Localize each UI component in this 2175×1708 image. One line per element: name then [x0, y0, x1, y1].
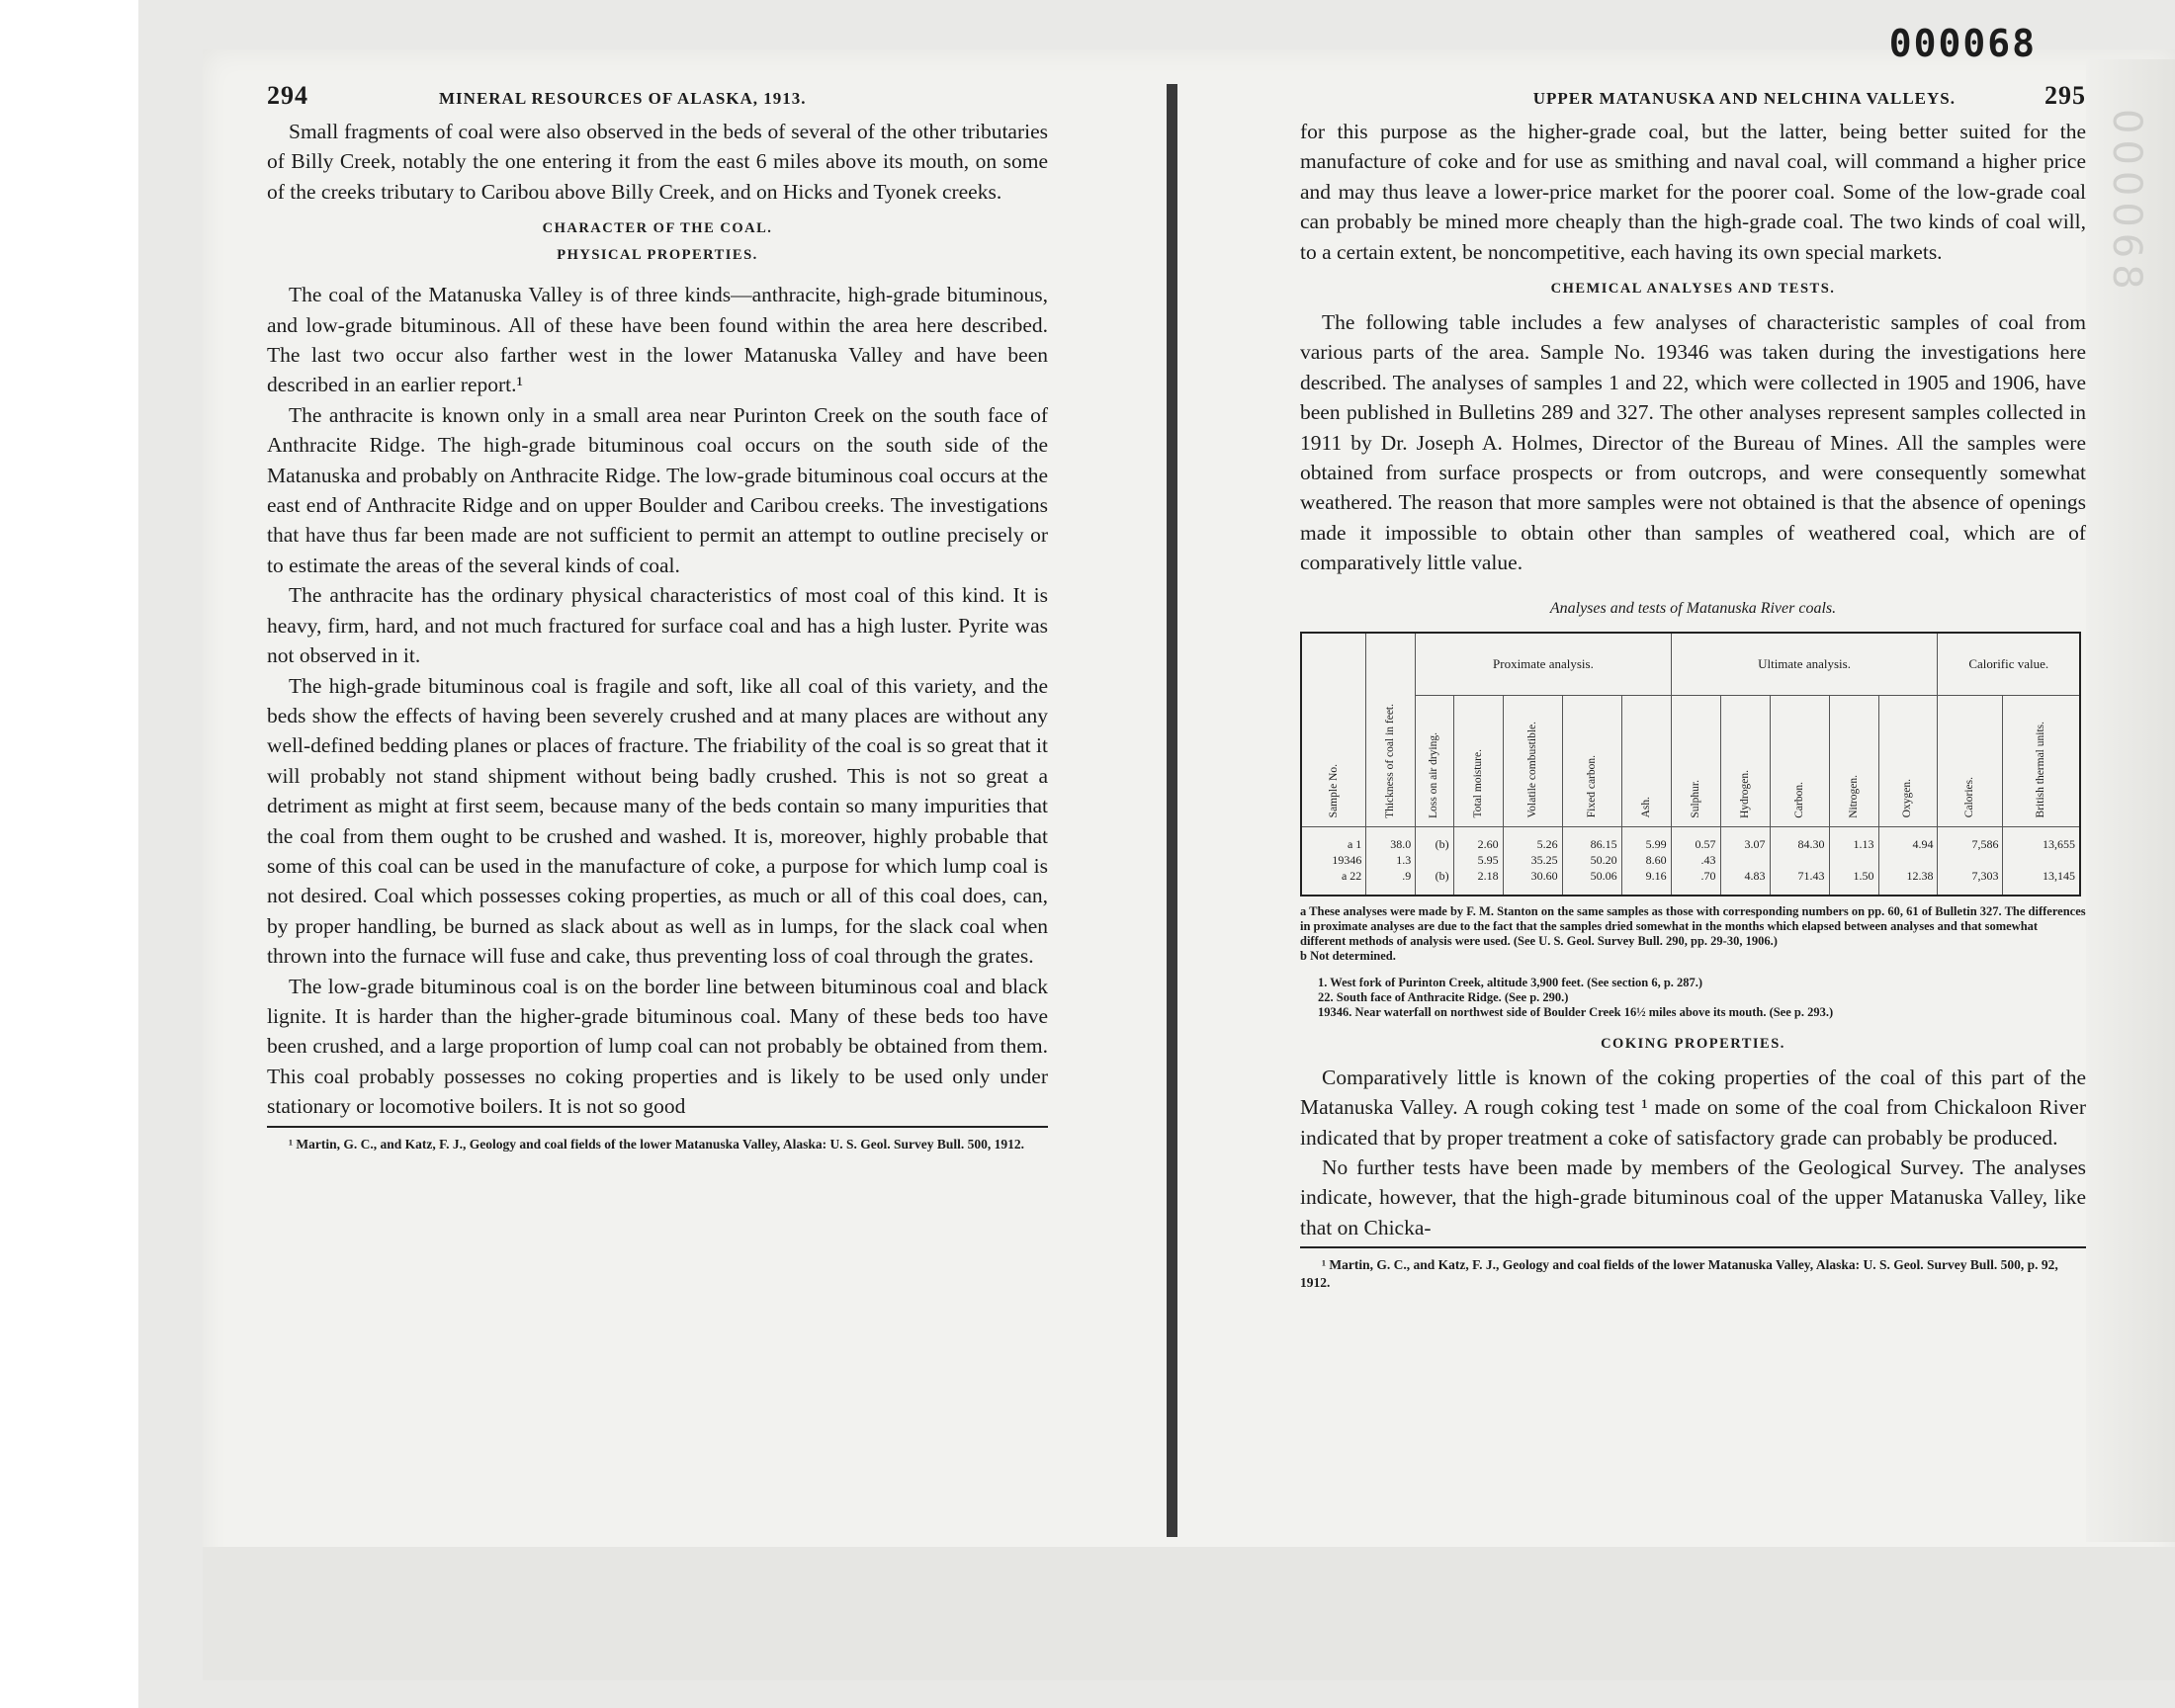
cell-sulphur: .70 [1671, 869, 1720, 896]
table-note-b: b Not determined. [1300, 948, 1396, 963]
col-header-sample: Sample No. [1301, 633, 1366, 827]
page-number: 294 [267, 81, 308, 110]
cell-nitrogen: 1.13 [1829, 826, 1878, 853]
right-page [1300, 22, 2086, 1532]
cell-thickness: 1.3 [1366, 853, 1416, 869]
cell-moisture: 5.95 [1453, 853, 1503, 869]
paragraph-anthracite-area: The anthracite is known only in a small area near Purinton Creek on the south face of Anthracite Ridge. The high-grade bituminous coal occurs on the south side of the Matanuska and probably on Anthracite Ridge. The low-grade bituminous coal occurs at the east end of Anthracite Ridge and on upper Boulder and Caribou creeks. The investigations that have thus far been made are not sufficient to permit an attempt to outline precisely or to estimate the areas of the several kinds of coal. [267, 402, 1048, 577]
cell-moisture: 2.18 [1453, 869, 1503, 896]
scanner-shadow [203, 1547, 2175, 1680]
col-header-loss: Loss on air drying. [1416, 695, 1453, 826]
section-heading-chemical: CHEMICAL ANALYSES AND TESTS. [1550, 281, 1836, 298]
col-header-volatile: Volatile combustible. [1503, 695, 1562, 826]
sample-location-22: 22. South face of Anthracite Ridge. (See p. 290.) [1318, 989, 1569, 1004]
paragraph-coking: Comparatively little is known of the coking properties of the coal of this part of the Matanuska Valley. A rough coking test ¹ made on some of the coal from Chickaloon River indicated that by proper treatment a coke of satisfactory grade can probably be produced. [1300, 1065, 2086, 1150]
paragraph-low-grade-bituminous: The low-grade bituminous coal is on the border line between bituminous coal and black lignite. It is harder than the higher-grade bituminous coal. Many of these beds too have been crushed, and a large proportion of lump coal can not probably be obtained from them. This coal probably possesses no coking properties and is likely to be used only under stationary or locomotive boilers. It is not so good [267, 974, 1048, 1119]
cell-btu [2003, 853, 2080, 869]
coal-analyses-table [1300, 632, 2081, 897]
cell-hydrogen [1720, 853, 1770, 869]
book-gutter [1167, 84, 1177, 1537]
paragraph-coal-kinds: The coal of the Matanuska Valley is of three kinds—anthracite, high-grade bituminous, and low-grade bituminous. All of these have been found within the area here described. The last two occur also farther west in the lower Matanuska Valley and have been described in an earlier report.¹ [267, 283, 1048, 397]
cell-moisture: 2.60 [1453, 826, 1503, 853]
paragraph-continued: for this purpose as the higher-grade coal, but the latter, being better suited for the manufacture of coke and for use as smithing and naval coal, will command a higher price and may thus leave a lower-price market for the poorer coal. Some of the low-grade coal can probably be mined more cheaply than the high-grade coal. The two kinds of coal will, to a certain extent, be noncompetitive, each having its own special markets. [1300, 120, 2086, 264]
cell-nitrogen: 1.50 [1829, 869, 1878, 896]
cell-calories: 7,303 [1938, 869, 2003, 896]
paragraph-table-intro: The following table includes a few analyses of characteristic samples of coal from various parts of the area. Sample No. 19346 was taken during the investigations here described. The analyses of samples 1 and 22, which were collected in 1905 and 1906, have been published in Bulletins 289 and 327. The other analyses represent samples collected in 1911 by Dr. Joseph A. Holmes, Director of the Bureau of Mines. All the samples were obtained from surface prospects or from outcrops, and were consequently somewhat weathered. The reason that more samples were not obtained is that the absence of openings made it impossible to obtain other than samples of weathered coal, which are of comparatively little value. [1300, 310, 2086, 575]
sample-locations [1300, 976, 2086, 1020]
sample-location-19346: 19346. Near waterfall on northwest side of Boulder Creek 16½ miles above its mouth. (See p. 293.) [1318, 1004, 1834, 1019]
group-header-calorific: Calorific value. [1938, 633, 2080, 696]
cell-hydrogen: 3.07 [1720, 826, 1770, 853]
cell-loss: (b) [1416, 869, 1453, 896]
col-header-moisture: Total moisture. [1453, 695, 1503, 826]
footnote: ¹ Martin, G. C., and Katz, F. J., Geology and coal fields of the lower Matanuska Valley, Alaska: U. S. Geol. Survey Bull. 500, p. 92, 1912. [1300, 1257, 2058, 1291]
table-row [1301, 826, 2080, 853]
cell-ash: 8.60 [1621, 853, 1671, 869]
paragraph-anthracite-properties: The anthracite has the ordinary physical characteristics of most coal of this kind. It is heavy, firm, hard, and not much fractured for surface coal and has a high luster. Pyrite was not observed in it. [267, 583, 1048, 668]
sample-location-1: 1. West fork of Purinton Creek, altitude 3,900 feet. (See section 6, p. 287.) [1318, 975, 1703, 989]
cell-loss [1416, 853, 1453, 869]
table-notes [1300, 904, 2086, 964]
col-header-fixed-carbon: Fixed carbon. [1562, 695, 1621, 826]
subheading-coking-properties: COKING PROPERTIES. [1601, 1035, 1785, 1052]
cell-fixed-carbon: 86.15 [1562, 826, 1621, 853]
table-note-a: a These analyses were made by F. M. Stanton on the same samples as those with corresponding numbers on pp. 60, 61 of Bulletin 327. The differences in proximate analyses are due to the fact that the samples dried somewhat in the months which elapsed between analyses and that somewhat different methods of analysis were used. (See U. S. Geol. Survey Bull. 290, pp. 29-30, 1906.) [1300, 903, 2086, 948]
cell-calories [1938, 853, 2003, 869]
cell-sample: a 1 [1301, 826, 1366, 853]
running-head: MINERAL RESOURCES OF ALASKA, 1913. [439, 89, 807, 108]
paragraph-high-grade-bituminous: The high-grade bituminous coal is fragile and soft, like all coal of this variety, and the beds show the effects of having been severely crushed and at many places are without any well-defined bedding planes or places of fracture. The friability of the coal is so great that it will probably not stand shipment without being badly crushed. This is not so great a detriment as might at first seem, because many of the beds contain so many impurities that the coal from them ought to be crushed and washed. It is, moreover, highly probable that some of this coal can be used in the manufacture of coke, a purpose for which lump coal is not desired. Coal which possesses coking properties, as much or all of this coal does, can, by proper handling, be burned as slack about as well as in lumps, for the slack coal when thrown into the furnace will fuse and cake, thus preventing loss of coal through the grates. [267, 673, 1048, 969]
col-header-carbon: Carbon. [1770, 695, 1829, 826]
cell-sample: 19346 [1301, 853, 1366, 869]
cell-ash: 5.99 [1621, 826, 1671, 853]
footnote-rule [267, 1126, 1048, 1128]
running-head: UPPER MATANUSKA AND NELCHINA VALLEYS. [1532, 89, 1956, 108]
cell-fixed-carbon: 50.06 [1562, 869, 1621, 896]
cell-volatile: 35.25 [1503, 853, 1562, 869]
cell-sulphur: 0.57 [1671, 826, 1720, 853]
col-header-btu: British thermal units. [2003, 695, 2080, 826]
cell-volatile: 5.26 [1503, 826, 1562, 853]
paragraph-further-tests: No further tests have been made by members of the Geological Survey. The analyses indicate, however, that the high-grade bituminous coal of the upper Matanuska Valley, like that on Chicka- [1300, 1154, 2086, 1239]
cell-carbon [1770, 853, 1829, 869]
cell-btu: 13,655 [2003, 826, 2080, 853]
cell-loss: (b) [1416, 826, 1453, 853]
cell-sulphur: .43 [1671, 853, 1720, 869]
table-row [1301, 853, 2080, 869]
footnote: ¹ Martin, G. C., and Katz, F. J., Geology and coal fields of the lower Matanuska Valley, Alaska: U. S. Geol. Survey Bull. 500, 1912. [289, 1136, 1024, 1152]
cell-hydrogen: 4.83 [1720, 869, 1770, 896]
cell-thickness: 38.0 [1366, 826, 1416, 853]
right-page-header [1300, 22, 2086, 117]
left-page [267, 69, 1048, 1532]
col-header-ash: Ash. [1621, 695, 1671, 826]
edge-stamp-bleed: 000068 [2104, 109, 2149, 296]
page-number: 295 [2044, 81, 2086, 110]
table-row [1301, 869, 2080, 896]
footnote-rule [1300, 1246, 2086, 1248]
cell-thickness: .9 [1366, 869, 1416, 896]
group-header-proximate: Proximate analysis. [1416, 633, 1671, 696]
cell-ash: 9.16 [1621, 869, 1671, 896]
col-header-thickness: Thickness of coal in feet. [1366, 633, 1416, 827]
cell-btu: 13,145 [2003, 869, 2080, 896]
col-header-nitrogen: Nitrogen. [1829, 695, 1878, 826]
cell-oxygen: 12.38 [1878, 869, 1938, 896]
col-header-calories: Calories. [1938, 695, 2003, 826]
col-header-sulphur: Sulphur. [1671, 695, 1720, 826]
left-page-header [267, 69, 1048, 117]
subheading-physical-properties: PHYSICAL PROPERTIES. [557, 247, 758, 264]
section-heading-character: CHARACTER OF THE COAL. [542, 220, 773, 237]
archive-stamp-number: 000068 [1888, 22, 2037, 65]
paragraph-billy-creek: Small fragments of coal were also observed in the beds of several of the other tributaries of Billy Creek, notably the one entering it from the east 6 miles above its mouth, on some of the creeks tributary to Caribou above Billy Creek, and on Hicks and Tyonek creeks. [267, 120, 1048, 204]
col-header-hydrogen: Hydrogen. [1720, 695, 1770, 826]
cell-nitrogen [1829, 853, 1878, 869]
col-header-oxygen: Oxygen. [1878, 695, 1938, 826]
cell-fixed-carbon: 50.20 [1562, 853, 1621, 869]
table-caption: Analyses and tests of Matanuska River coals. [1549, 599, 1837, 617]
cell-oxygen [1878, 853, 1938, 869]
cell-sample: a 22 [1301, 869, 1366, 896]
cell-calories: 7,586 [1938, 826, 2003, 853]
cell-carbon: 84.30 [1770, 826, 1829, 853]
cell-volatile: 30.60 [1503, 869, 1562, 896]
cell-oxygen: 4.94 [1878, 826, 1938, 853]
group-header-ultimate: Ultimate analysis. [1671, 633, 1938, 696]
cell-carbon: 71.43 [1770, 869, 1829, 896]
